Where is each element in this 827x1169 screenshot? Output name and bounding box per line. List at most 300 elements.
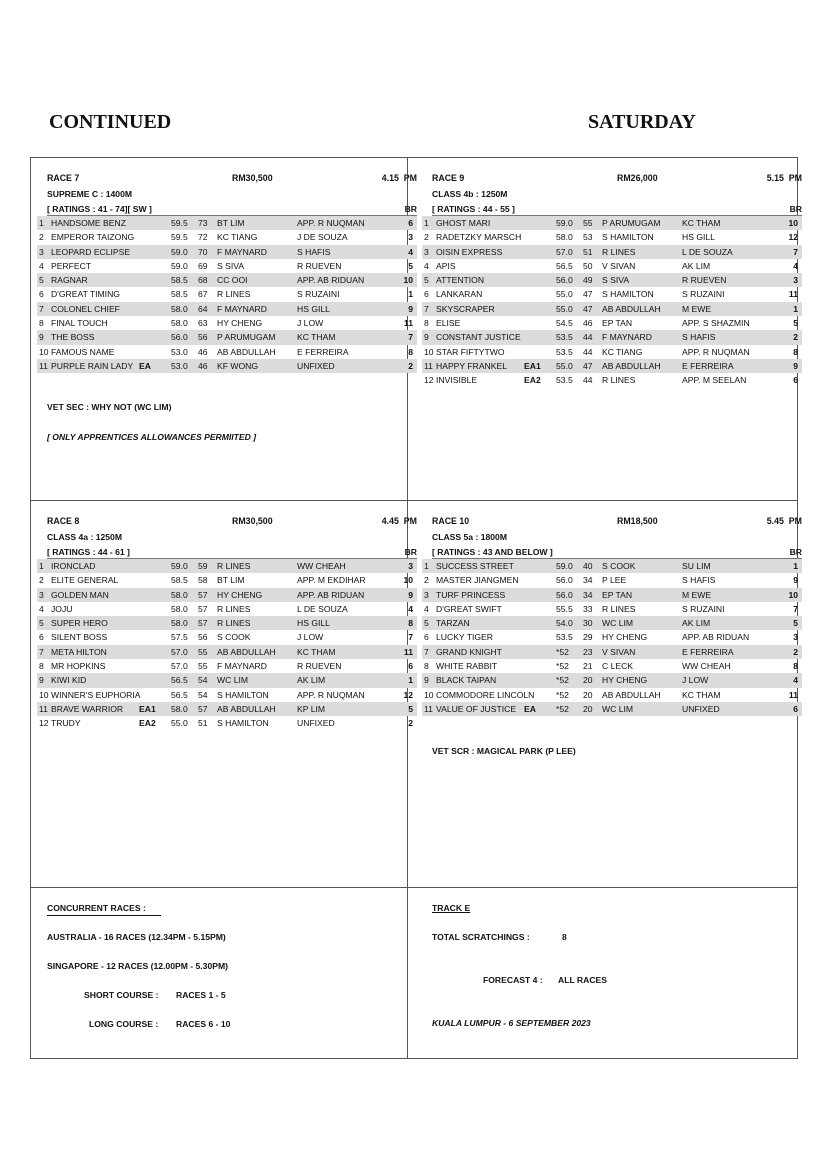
rating: 58 [198, 575, 208, 586]
runner-number: 1 [39, 218, 44, 228]
race-class: CLASS 4b : 1250M [432, 189, 508, 199]
trainer: M EWE [682, 589, 712, 600]
runner-row [37, 616, 417, 630]
trainer: S HAFIS [297, 246, 331, 257]
barrier: 9 [408, 303, 413, 314]
australia-races: AUSTRALIA - 16 RACES (12.34PM - 5.15PM) [47, 932, 226, 942]
entry-tag: EA2 [139, 718, 156, 729]
rating: 46 [198, 346, 208, 357]
horse-name: STAR FIFTYTWO [436, 346, 505, 357]
trainer: KC THAM [682, 689, 721, 700]
weight: *52 [556, 661, 569, 672]
trainer: APP. R NUQMAN [682, 346, 750, 357]
runner-list [422, 559, 802, 716]
rating: 53 [583, 232, 593, 243]
runner-row [422, 259, 802, 273]
runner-list [37, 216, 417, 373]
runner-number: 12 [424, 375, 434, 386]
long-course-label: LONG COURSE : [89, 1019, 159, 1029]
horse-name: BLACK TAIPAN [436, 675, 497, 686]
horse-name: COLONEL CHIEF [51, 303, 120, 314]
entry-tag: EA2 [524, 375, 541, 386]
race-title: RACE 7 [47, 173, 80, 183]
jockey: R LINES [217, 618, 251, 629]
jockey: CC OOI [217, 275, 248, 286]
trainer: S RUZAINI [297, 289, 340, 300]
weight: 56.0 [556, 589, 573, 600]
runner-row [37, 673, 417, 687]
barrier: 6 [408, 661, 413, 672]
weight: *52 [556, 703, 569, 714]
runner-number: 2 [39, 575, 44, 586]
rating: 57 [198, 618, 208, 629]
horse-name: SUCCESS STREET [436, 561, 514, 571]
rating: 57 [198, 589, 208, 600]
barrier: 2 [793, 332, 798, 343]
runner-number: 10 [424, 346, 434, 357]
jockey: KF WONG [217, 360, 259, 371]
runner-number: 8 [424, 661, 429, 672]
rating: 20 [583, 703, 593, 714]
short-course-value: RACES 1 - 5 [176, 990, 226, 1000]
barrier: 6 [408, 218, 413, 228]
race-time-ampm: PM [788, 173, 802, 183]
runner-row [422, 616, 802, 630]
horse-name: APIS [436, 260, 456, 271]
row-divider-1 [30, 500, 798, 501]
runner-number: 3 [424, 246, 429, 257]
runner-row [37, 273, 417, 287]
horse-name: FINAL TOUCH [51, 318, 108, 329]
weight: 57.5 [171, 632, 188, 643]
barrier: 1 [408, 675, 413, 686]
trainer: UNFIXED [682, 703, 720, 714]
weight: 54.5 [556, 318, 573, 329]
weight: 53.5 [556, 375, 573, 386]
trainer: M EWE [682, 303, 712, 314]
runner-row [422, 373, 802, 387]
jockey: R LINES [602, 603, 636, 614]
runner-number: 2 [424, 575, 429, 586]
weight: 59.5 [171, 232, 188, 243]
race-time-value: 4.15 [381, 173, 399, 183]
scratchings-value: 8 [562, 932, 567, 942]
barrier: 10 [403, 575, 413, 586]
weight: 56.5 [556, 260, 573, 271]
forecast-label: FORECAST 4 : [483, 975, 543, 985]
runner-row [37, 588, 417, 602]
jockey: KC TIANG [602, 346, 643, 357]
rating: 46 [198, 360, 208, 371]
trainer: HS GILL [297, 303, 330, 314]
horse-name: JOJU [51, 603, 73, 614]
trainer: AK LIM [682, 618, 711, 629]
barrier-header: BR [789, 204, 802, 214]
barrier: 11 [403, 318, 413, 329]
race10-note-vet: VET SCR : MAGICAL PARK (P LEE) [432, 746, 576, 756]
runner-row [422, 230, 802, 244]
jockey: S HAMILTON [217, 718, 269, 729]
runner-number: 11 [424, 703, 433, 714]
race-class: CLASS 5a : 1800M [432, 532, 507, 542]
runner-row [422, 359, 802, 373]
weight: 55.5 [556, 603, 573, 614]
horse-name: TURF PRINCESS [436, 589, 506, 600]
entry-tag: EA1 [524, 360, 541, 371]
barrier: 4 [793, 260, 798, 271]
jockey: EP TAN [602, 318, 633, 329]
jockey: HY CHENG [217, 589, 263, 600]
rating: 47 [583, 360, 593, 371]
runner-row [37, 573, 417, 587]
runner-row [422, 345, 802, 359]
race-time-value: 5.15 [766, 173, 784, 183]
barrier: 4 [793, 675, 798, 686]
weight: 53.5 [556, 346, 573, 357]
runner-number: 7 [39, 646, 44, 657]
trainer: S HAFIS [682, 332, 716, 343]
rating: 57 [198, 703, 208, 714]
jockey: EP TAN [602, 589, 633, 600]
rating: 44 [583, 375, 593, 386]
runner-number: 8 [424, 318, 429, 329]
jockey: F MAYNARD [217, 661, 267, 672]
jockey: WC LIM [602, 618, 634, 629]
trainer: KC THAM [682, 218, 721, 228]
jockey: HY CHENG [602, 675, 648, 686]
horse-name: D'GREAT SWIFT [436, 603, 502, 614]
weight: 53.5 [556, 332, 573, 343]
jockey: AB ABDULLAH [602, 303, 661, 314]
weight: 58.5 [171, 275, 188, 286]
runner-number: 1 [39, 561, 44, 571]
runner-number: 5 [424, 275, 429, 286]
weight: 58.5 [171, 289, 188, 300]
barrier: 1 [793, 561, 798, 571]
trainer: APP. M SEELAN [682, 375, 747, 386]
horse-name: GRAND KNIGHT [436, 646, 502, 657]
runner-number: 8 [39, 318, 44, 329]
barrier: 3 [793, 632, 798, 643]
jockey: AB ABDULLAH [602, 360, 661, 371]
runner-number: 1 [424, 561, 429, 571]
barrier: 9 [793, 360, 798, 371]
rating: 23 [583, 646, 593, 657]
runner-row [37, 230, 417, 244]
barrier: 7 [793, 246, 798, 257]
horse-name: ELISE [436, 318, 461, 329]
barrier: 5 [408, 260, 413, 271]
weight: 55.0 [556, 303, 573, 314]
jockey: BT LIM [217, 218, 245, 228]
entry-tag: EA [524, 703, 536, 714]
rating: 54 [198, 675, 208, 686]
runner-number: 3 [39, 589, 44, 600]
weight: 58.0 [171, 589, 188, 600]
rating: 40 [583, 561, 593, 571]
trainer: WW CHEAH [682, 661, 731, 672]
runner-list [37, 559, 417, 731]
race-time [382, 173, 417, 183]
singapore-races: SINGAPORE - 12 RACES (12.00PM - 5.30PM) [47, 961, 228, 971]
runner-row [37, 602, 417, 616]
rating: 67 [198, 289, 208, 300]
runner-number: 9 [424, 675, 429, 686]
rating: 57 [198, 603, 208, 614]
barrier: 8 [793, 661, 798, 672]
trainer: R RUEVEN [682, 275, 727, 286]
horse-name: ATTENTION [436, 275, 485, 286]
barrier: 11 [403, 646, 413, 657]
horse-name: IRONCLAD [51, 561, 96, 571]
rating: 55 [198, 646, 208, 657]
runner-number: 10 [39, 689, 49, 700]
jockey: WC LIM [602, 703, 634, 714]
race-class: SUPREME C : 1400M [47, 189, 133, 199]
race-time-ampm: PM [403, 516, 417, 526]
barrier: 11 [788, 289, 798, 300]
runner-number: 11 [39, 360, 48, 371]
horse-name: LEOPARD ECLIPSE [51, 246, 131, 257]
race-ratings: [ RATINGS : 44 - 55 ] [432, 204, 515, 214]
horse-name: OISIN EXPRESS [436, 246, 503, 257]
horse-name: PERFECT [51, 260, 92, 271]
jockey: AB ABDULLAH [217, 703, 276, 714]
weight: 55.0 [171, 718, 188, 729]
weight: 56.0 [556, 575, 573, 586]
barrier-header: BR [404, 204, 417, 214]
trainer: E FERREIRA [682, 360, 734, 371]
runner-row [37, 345, 417, 359]
jockey: F MAYNARD [217, 303, 267, 314]
runner-number: 8 [39, 661, 44, 672]
runner-row [422, 216, 802, 230]
race-class: CLASS 4a : 1250M [47, 532, 122, 542]
rating: 44 [583, 332, 593, 343]
horse-name: RAGNAR [51, 275, 88, 286]
race-time-ampm: PM [788, 516, 802, 526]
race-purse: RM26,000 [617, 173, 658, 183]
runner-row [37, 330, 417, 344]
barrier: 4 [408, 246, 413, 257]
horse-name: BRAVE WARRIOR [51, 703, 124, 714]
trainer: L DE SOUZA [682, 246, 733, 257]
rating: 44 [583, 346, 593, 357]
runner-row [422, 573, 802, 587]
jockey: S HAMILTON [217, 689, 269, 700]
jockey: R LINES [602, 246, 636, 257]
rating: 30 [583, 618, 593, 629]
horse-name: ELITE GENERAL [51, 575, 119, 586]
race-title: RACE 9 [432, 173, 465, 183]
trainer: R RUEVEN [297, 260, 342, 271]
rating: 50 [583, 260, 593, 271]
runner-number: 11 [424, 360, 433, 371]
race7-note-vet: VET SEC : WHY NOT (WC LIM) [47, 402, 172, 412]
rating: 59 [198, 561, 208, 571]
jockey: HY CHENG [602, 632, 648, 643]
jockey: P ARUMUGAM [217, 332, 276, 343]
weight: 59.0 [171, 561, 188, 571]
rating: 46 [583, 318, 593, 329]
runner-row [422, 273, 802, 287]
runner-number: 10 [424, 689, 434, 700]
trainer: L DE SOUZA [297, 603, 348, 614]
weight: 59.0 [556, 561, 573, 571]
barrier: 6 [793, 375, 798, 386]
rating: 68 [198, 275, 208, 286]
horse-name: LANKARAN [436, 289, 483, 300]
rating: 56 [198, 632, 208, 643]
rating: 34 [583, 575, 593, 586]
horse-name: THE BOSS [51, 332, 95, 343]
horse-name: WINNER'S EUPHORIA [51, 689, 141, 700]
race-time [767, 173, 802, 183]
trainer: S HAFIS [682, 575, 716, 586]
runner-row [422, 287, 802, 301]
jockey: S HAMILTON [602, 289, 654, 300]
horse-name: WHITE RABBIT [436, 661, 498, 672]
horse-name: HAPPY FRANKEL [436, 360, 508, 371]
concurrent-races-title: CONCURRENT RACES : [47, 903, 161, 916]
jockey: WC LIM [217, 675, 249, 686]
barrier: 10 [403, 275, 413, 286]
trainer: APP. M EKDIHAR [297, 575, 366, 586]
jockey: S COOK [217, 632, 251, 643]
rating: 51 [583, 246, 593, 257]
jockey: R LINES [602, 375, 636, 386]
runner-row [37, 287, 417, 301]
race-title: RACE 8 [47, 516, 80, 526]
barrier: 3 [408, 232, 413, 243]
race7-note-apprentices: [ ONLY APPRENTICES ALLOWANCES PERMIITED ] [47, 432, 257, 442]
jockey: F MAYNARD [217, 246, 267, 257]
jockey: P ARUMUGAM [602, 218, 661, 228]
barrier: 5 [793, 318, 798, 329]
trainer: KC THAM [297, 332, 336, 343]
trainer: APP. AB RIDUAN [297, 589, 365, 600]
runner-row [422, 645, 802, 659]
barrier: 7 [408, 332, 413, 343]
race-time [382, 516, 417, 526]
runner-number: 3 [424, 589, 429, 600]
barrier: 10 [788, 589, 798, 600]
forecast-value: ALL RACES [558, 975, 608, 985]
race-time [767, 516, 802, 526]
barrier: 9 [793, 575, 798, 586]
weight: 55.0 [556, 360, 573, 371]
horse-name: FAMOUS NAME [51, 346, 115, 357]
trainer: J LOW [297, 632, 324, 643]
weight: *52 [556, 675, 569, 686]
rating: 73 [198, 218, 208, 228]
place-date: KUALA LUMPUR - 6 SEPTEMBER 2023 [432, 1018, 591, 1028]
runner-row [37, 259, 417, 273]
horse-name: LUCKY TIGER [436, 632, 493, 643]
jockey: R LINES [217, 603, 251, 614]
runner-row [422, 602, 802, 616]
runner-number: 7 [424, 303, 429, 314]
weight: 59.0 [171, 246, 188, 257]
barrier-header: BR [404, 547, 417, 557]
race-time-value: 5.45 [766, 516, 784, 526]
weight: *52 [556, 689, 569, 700]
runner-number: 7 [39, 303, 44, 314]
weight: 56.0 [556, 275, 573, 286]
jockey: KC TIANG [217, 232, 258, 243]
barrier: 11 [788, 689, 798, 700]
jockey: S COOK [602, 561, 636, 571]
weight: 53.5 [556, 632, 573, 643]
rating: 51 [198, 718, 208, 729]
horse-name: CONSTANT JUSTICE [436, 332, 521, 343]
trainer: AK LIM [297, 675, 326, 686]
weight: 53.0 [171, 360, 188, 371]
jockey: AB ABDULLAH [217, 646, 276, 657]
runner-row [37, 316, 417, 330]
barrier: 8 [793, 346, 798, 357]
runner-number: 6 [39, 289, 44, 300]
weight: 56.5 [171, 689, 188, 700]
track-label: TRACK E [432, 903, 471, 913]
runner-row [422, 245, 802, 259]
jockey: AB ABDULLAH [602, 689, 661, 700]
runner-row [37, 645, 417, 659]
barrier: 8 [408, 618, 413, 629]
barrier: 7 [793, 603, 798, 614]
runner-row [37, 245, 417, 259]
trainer: APP. S SHAZMIN [682, 318, 750, 329]
rating: 55 [583, 218, 593, 228]
horse-name: VALUE OF JUSTICE [436, 703, 517, 714]
weight: 58.0 [171, 603, 188, 614]
runner-number: 3 [39, 246, 44, 257]
runner-row [422, 673, 802, 687]
runner-number: 5 [39, 618, 44, 629]
barrier: 2 [793, 646, 798, 657]
rating: 47 [583, 303, 593, 314]
jockey: V SIVAN [602, 646, 636, 657]
rating: 69 [198, 260, 208, 271]
runner-number: 2 [39, 232, 44, 243]
barrier: 2 [408, 718, 413, 729]
runner-number: 4 [424, 603, 429, 614]
weight: 57.0 [171, 646, 188, 657]
trainer: J DE SOUZA [297, 232, 348, 243]
runner-number: 9 [424, 332, 429, 343]
race-purse: RM18,500 [617, 516, 658, 526]
weight: 56.5 [171, 675, 188, 686]
jockey: BT LIM [217, 575, 245, 586]
barrier: 1 [793, 303, 798, 314]
runner-number: 6 [424, 632, 429, 643]
race-ratings: [ RATINGS : 43 AND BELOW ] [432, 547, 553, 557]
race-ratings: [ RATINGS : 44 - 61 ] [47, 547, 130, 557]
rating: 29 [583, 632, 593, 643]
barrier: 12 [788, 232, 798, 243]
horse-name: KIWI KID [51, 675, 87, 686]
horse-name: HANDSOME BENZ [51, 218, 126, 228]
weight: 58.0 [556, 232, 573, 243]
weight: 58.5 [171, 575, 188, 586]
trainer: UNFIXED [297, 718, 335, 729]
jockey: C LECK [602, 661, 634, 672]
weight: 55.0 [556, 289, 573, 300]
runner-row [422, 688, 802, 702]
jockey: P LEE [602, 575, 627, 586]
jockey: HY CHENG [217, 318, 263, 329]
runner-row [37, 716, 417, 730]
